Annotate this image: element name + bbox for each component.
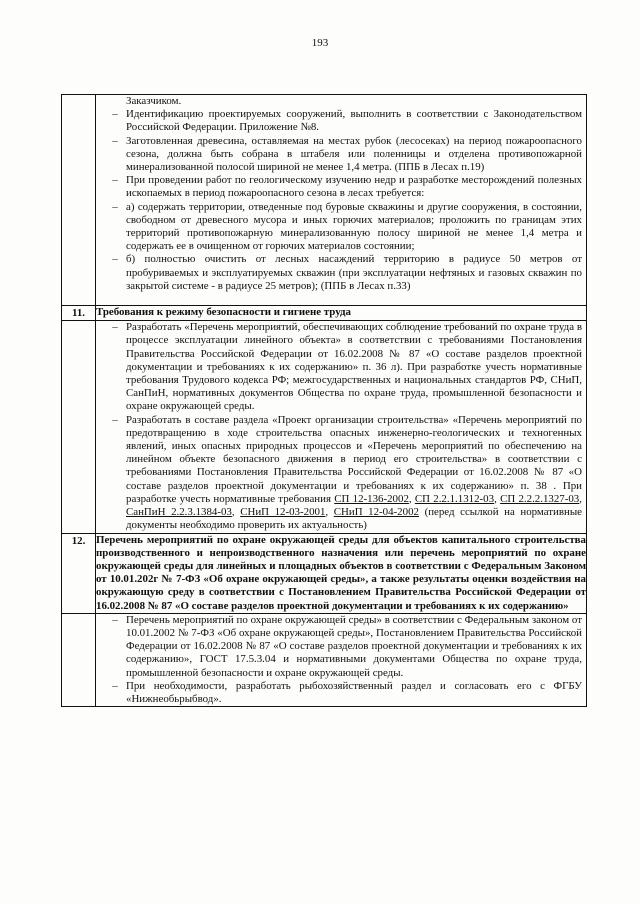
norm-ref: СНиП 12-04-2002	[333, 506, 419, 519]
number-cell-empty	[62, 613, 96, 706]
list-item	[104, 108, 582, 134]
list-item	[104, 680, 582, 706]
list-item	[104, 614, 582, 680]
dash-marker: –	[112, 613, 118, 626]
dash-marker: –	[112, 253, 118, 266]
norm-ref: СП 2.2.1.1312-03	[414, 492, 495, 505]
section-11-content-row	[62, 321, 587, 533]
dash-marker: –	[112, 134, 118, 147]
dash-marker: –	[112, 321, 118, 334]
section-11-header-row	[62, 306, 587, 321]
list-item-text: б) полностью очистить от лесных насаждений территорию в радиусе 50 метров от пробуриваемых и эксплуатируемых скважин (при эксплуатации нефтяных и газовых скважин по закрытой системе - в радиусе 25 метров); (ППБ в Лесах п.33)	[126, 253, 582, 292]
number-cell-empty	[62, 321, 96, 533]
content-cell	[96, 95, 587, 306]
content-cell	[96, 613, 587, 706]
item-note: (перед ссылкой на нормативные документы необходимо проверить их актуальность)	[126, 506, 582, 532]
section-title: Требования к режиму безопасности и гигиене труда	[96, 306, 587, 321]
list-item	[104, 174, 582, 200]
norm-ref: СНиП 12-03-2001	[240, 506, 326, 519]
item-text-part: При разработке учесть нормативные требования	[126, 479, 582, 505]
norm-ref: СанПиН 2.2.3.1384-03	[126, 506, 232, 519]
list-item-text: При проведении работ по геологическому изучению недр и разработке месторождений полезных ископаемых в период пожароопасного сезона в лесах требуется:	[126, 174, 582, 200]
section-title: Перечень мероприятий по охране окружающей среды для объектов капитального строительства производственного и непроизводственного назначения или перечень мероприятий по охране окружающей среды для линейных и площадных объектов в соответствии с Федеральным Законом от 10.01.202г № 7-ФЗ «Об охране окружающей среды», а также результаты оценки воздействия на окружающую среду в соответствии с Постановлением Правительства Российской Федерации от 16.02.2008 № 87 «О составе разделов проектной документации и требованиях к их содержанию»	[96, 533, 586, 612]
list-item-text: Разработать «Перечень мероприятий, обеспечивающих соблюдение требований по охране труда в процессе эксплуатации линейного объекта» в соответствии с требованиями Постановления Правительства Российской Федерации от 16.02.2008 № 87 «О составе разделов проектной документации и требованиях к их содержанию» п. 36 л). При разработке учесть нормативные требования Трудового кодекса РФ; межгосударственных и национальных стандартов РФ, СНиП, СанПиН, нормативных документов Общества по охране труда, промышленной безопасности и охране окружающей среды.	[126, 321, 582, 413]
list-item	[104, 321, 582, 413]
dash-marker: –	[112, 679, 118, 692]
requirements-table	[61, 94, 587, 707]
list-item-text: Перечень мероприятий по охране окружающей среды» в соответствии с Федеральным законом от 10.01.2002 № 7-ФЗ «Об охране окружающей среды», Постановлением Правительства Российской Федерации от 16.02.2008 № 87 «О составе разделов проектной документации и требованиях к их содержанию», ГОСТ 17.5.3.04 и нормативными документами Общества по охране труда, промышленной безопасности и охране окружающей среды.	[126, 613, 582, 679]
section-12-content-row	[62, 613, 587, 706]
section-number: 12.	[62, 533, 96, 613]
list-item-text: При необходимости, разработать рыбохозяйственный раздел и согласовать его с ФГБУ «Нижнеобьрыбвод».	[126, 679, 582, 705]
dash-marker: –	[112, 108, 118, 121]
list-item-text: а) содержать территории, отведенные под буровые скважины и другие сооружения, в состоянии, свободном от древесного мусора и иных горючих материалов; проложить по границам этих территорий противопожарную минерализованную полосу шириной не менее 1,4 метра и содержать ее в очищенном от горючих материалов состоянии;	[126, 200, 582, 253]
list-item	[104, 201, 582, 254]
list-item	[104, 414, 582, 533]
norm-ref: СП 12-136-2002	[334, 492, 409, 505]
number-cell-empty	[62, 95, 96, 306]
dash-marker: –	[112, 413, 118, 426]
section-number: 11.	[62, 306, 96, 321]
table-row-continued	[62, 95, 587, 306]
list-item-text: Разработать в составе раздела «Проект организации строительства» «Перечень мероприятий по предотвращению в ходе строительства опасных инженерно-геологических и техногенных явлений, иных опасных природных процессов и «Перечень мероприятий по обеспечению на линейном объекте безопасного движения в период его строительства» в соответствии с требованиями Постановления Правительства Российской Федерации от 16.02.2008 № 87 «О составе разделов проектной документации и требованиях к их содержанию» п. 38 . При разработке учесть нормативные требования СП 12-136-2002, СП 2.2.1.1312-03, СП 2.2.2.1327-03, СанПиН 2.2.3.1384-03, СНиП 12-03-2001, СНиП 12-04-2002 (перед ссылкой на нормативные документы необходимо проверить их актуальность)	[126, 413, 582, 532]
continued-line: Заказчиком.	[126, 95, 182, 107]
dash-marker: –	[112, 174, 118, 187]
list-item	[104, 253, 582, 305]
page-number: 193	[311, 37, 329, 49]
list-item	[104, 135, 582, 175]
content-cell	[96, 321, 587, 533]
dash-marker: –	[112, 200, 118, 213]
item-text-part: Разработать в составе раздела «Проект организации строительства» «Перечень мероприятий по предотвращению в ходе строительства опасных инженерно-геологических и техногенных явлений, иных опасных природных процессов и «Перечень мероприятий по обеспечению на линейном объекте безопасного движения в период его строительства» в соответствии с требованиями Постановления Правительства Российской Федерации от 16.02.2008 № 87 «О составе разделов проектной документации и требованиях к их содержанию» п. 38 .	[126, 413, 582, 492]
list-item-text: Заготовленная древесина, оставляемая на местах рубок (лесосеках) на период пожароопасного сезона, должна быть собрана в штабеля или поленницы и отделена противопожарной минерализованной полосой шириной не менее 1,4 метра. (ППБ в Лесах п.19)	[126, 134, 582, 174]
norm-ref: СП 2.2.2.1327-03	[500, 492, 580, 505]
list-item-text: Идентификацию проектируемых сооружений, выполнить в соответствии с Законодательством Российской Федерации. Приложение №8.	[126, 108, 582, 134]
section-12-header-row	[62, 533, 587, 613]
